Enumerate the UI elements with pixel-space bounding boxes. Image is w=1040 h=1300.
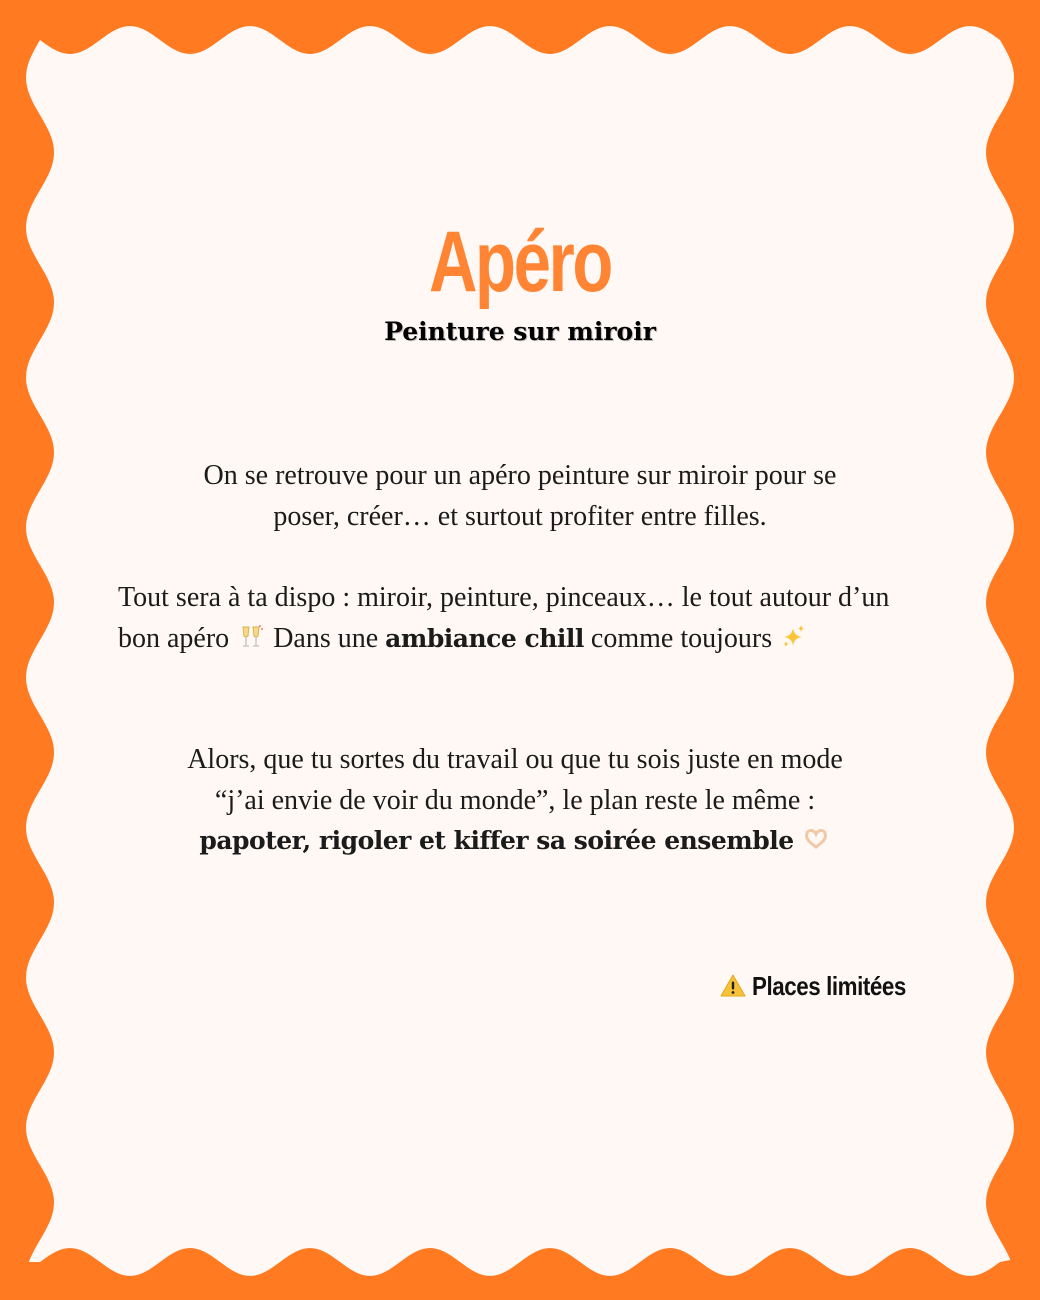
intro-line-1: On se retrouve pour un apéro peinture sur miroir pour se [203,460,837,491]
closing-line-2: “j’ai envie de voir du monde”, le plan reste le même : [214,784,816,816]
intro-line-2: poser, créer… et surtout profiter entre filles. [273,500,767,532]
page-title: Apéro [428,214,612,310]
places-text: Places limitées [752,970,906,1001]
closing-line-1: Alors, que tu sortes du travail ou que tu sois juste en mode [187,744,843,775]
closing-paragraph [110,740,920,862]
details-text-3: comme toujours [590,622,773,654]
details-text-2: Dans une [273,622,379,654]
sparkles-icon [781,624,807,650]
places-notice [720,968,931,1004]
details-bold: ambiance chill [385,623,584,653]
details-text-1: Tout sera à ta dispo : miroir, peinture, pinceaux… le tout autour d’un bon apéro [118,582,890,654]
closing-bold: papoter, rigoler et kiffer sa soirée ensemble [199,826,794,855]
warning-icon [720,973,746,999]
clinking-glasses-icon [238,624,264,650]
details-paragraph [118,578,898,659]
intro-paragraph [120,456,920,537]
page-subtitle: Peinture sur miroir [384,317,656,346]
heart-hands-icon [803,826,829,852]
